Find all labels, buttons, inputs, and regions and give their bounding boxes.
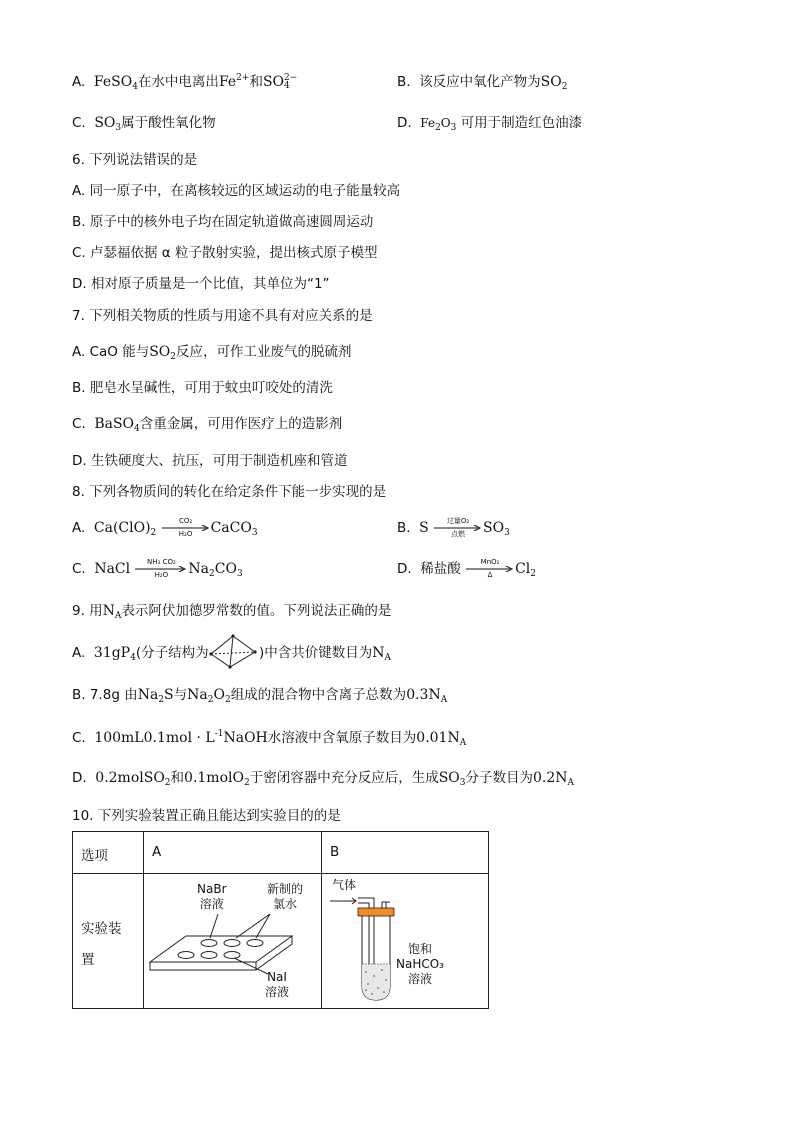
q9-option-c: C. $100mL0.1mol \cdot L^{-1}NaOH$水溶液中含氧原子数目为$0.01N_A$ — [72, 729, 467, 748]
label-chlorine-water: 新制的 氯水 — [267, 882, 304, 911]
table-header-option: 选项 — [73, 832, 144, 874]
q7-option-c: C. BaSO$_4$含重金属，可用作医疗上的造影剂 — [72, 416, 343, 434]
q5-option-d: D. $Fe_2O_3$ 可用于制造红色油漆 — [397, 115, 583, 133]
q7-option-d: D. 生铁硬度大、抗压，可用于制造机座和管道 — [72, 453, 348, 469]
row-label-apparatus: 实验装 置 — [73, 874, 144, 1009]
q9-option-b: B. 7.8g 由$Na_2S$与$Na_2O_2$组成的混合物中含离子总数为$0.3N_A$ — [72, 687, 448, 705]
q5-option-a: A. FeSO$_4$在水中电离出$Fe^{2+}$和SO 2− 4 — [72, 73, 298, 92]
q8-option-c: C. NaCl NH₃ CO₂ H₂O $Na_2CO_3$ — [72, 558, 243, 579]
q6-option-a: A. 同一原子中，在离核较远的区域运动的电子能量较高 — [72, 183, 401, 199]
table-header-a: A — [144, 832, 322, 874]
reaction-arrow: 过量O₂ 点燃 — [434, 518, 482, 538]
q8-option-b: B. S 过量O₂ 点燃 $SO_3$ — [397, 517, 510, 538]
p4-tetrahedron-icon — [208, 634, 258, 670]
table-header-b: B — [322, 832, 489, 874]
reaction-arrow: MnO₂ Δ — [466, 559, 514, 579]
spot-plate-diagram — [144, 874, 321, 1008]
q7-option-b: B. 肥皂水呈碱性，可用于蚊虫叮咬处的清洗 — [72, 380, 333, 396]
label-nai: NaI 溶液 — [265, 970, 290, 999]
apparatus-a-cell — [144, 874, 322, 1009]
label-gas: 气体 — [332, 878, 357, 892]
q8-stem: 8. 下列各物质间的转化在给定条件下能一步实现的是 — [72, 484, 387, 500]
q6-option-b: B. 原子中的核外电子均在固定轨道做高速圆周运动 — [72, 214, 374, 230]
test-tube-icon — [322, 874, 488, 1008]
reaction-arrow: NH₃ CO₂ H₂O — [135, 559, 187, 579]
q5-option-b: B. 该反应中氧化产物为$SO_2$ — [397, 74, 568, 92]
gas-washing-diagram — [322, 874, 488, 1008]
label-saturated-nahco3: 饱和 NaHCO₃ 溶液 — [396, 942, 444, 986]
q8-option-d: D. 稀盐酸 MnO₂ Δ $Cl_2$ — [397, 558, 537, 579]
reaction-arrow: CO₂ H₂O — [162, 518, 210, 538]
q5-option-c: C. $SO_3$属于酸性氧化物 — [72, 115, 216, 133]
experiment-table — [72, 831, 489, 1009]
q9-stem: 9. 用$N_A$表示阿伏加德罗常数的值。下列说法正确的是 — [72, 603, 392, 621]
apparatus-b-cell — [322, 874, 489, 1009]
q7-option-a: A. CaO 能与$SO_2$反应，可作工业废气的脱硫剂 — [72, 344, 352, 362]
label-nabr: NaBr 溶液 — [197, 882, 227, 911]
q10-stem: 10. 下列实验装置正确且能达到实验目的的是 — [72, 808, 341, 824]
q8-option-a: A. $Ca(ClO)_2$ CO₂ H₂O CaCO$_3$ — [72, 517, 258, 538]
q6-stem: 6. 下列说法错误的是 — [72, 152, 198, 168]
q9-option-a-rest: )中含共价键数目为$N_A$ — [259, 645, 392, 663]
q9-option-d: D. 0.2molSO$_2$和0.1molO$_2$于密闭容器中充分反应后，生成$SO_3$分子数目为$0.2N_A$ — [72, 770, 575, 788]
q7-stem: 7. 下列相关物质的性质与用途不具有对应关系的是 — [72, 308, 373, 324]
q9-option-a: A. $31gP_4$(分子结构为 — [72, 645, 209, 663]
q6-option-c: C. 卢瑟福依据 α 粒子散射实验，提出核式原子模型 — [72, 245, 378, 261]
q6-option-d: D. 相对原子质量是一个比值，其单位为“1” — [72, 276, 330, 292]
